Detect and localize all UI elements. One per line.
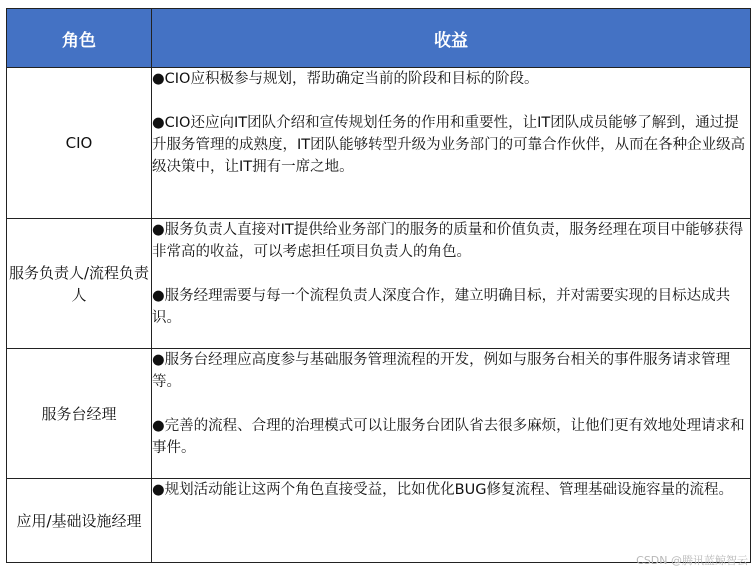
benefit-item: ●CIO还应向IT团队介绍和宣传规划任务的作用和重要性，让IT团队成员能够了解到，通过提升服务管理的成熟度，IT团队能够转型升级为业务部门的可靠合作伙伴，从而在各种企业级高级决策中，让IT拥有一席之地。: [152, 115, 746, 175]
table-row: [7, 68, 751, 219]
benefit-item: ●CIO应积极参与规划，帮助确定当前的阶段和目标的阶段。: [152, 71, 539, 87]
column-header-benefit: 收益: [152, 9, 751, 68]
benefit-item: ●服务负责人直接对IT提供给业务部门的服务的质量和价值负责，服务经理在项目中能够获得非常高的收益，可以考虑担任项目负责人的角色。: [152, 222, 744, 260]
benefit-item: ●服务经理需要与每一个流程负责人深度合作，建立明确目标，并对需要实现的目标达成共识。: [152, 288, 731, 326]
table-row: [7, 349, 751, 479]
column-header-role: 角色: [7, 9, 152, 68]
roles-benefits-table: [6, 8, 751, 563]
benefit-item: ●规划活动能让这两个角色直接受益，比如优化BUG修复流程、管理基础设施容量的流程。: [152, 482, 733, 498]
benefit-cell: [152, 219, 751, 349]
role-cell: CIO: [7, 68, 152, 219]
role-cell: 应用/基础设施经理: [7, 479, 152, 563]
role-cell: 服务台经理: [7, 349, 152, 479]
benefit-cell: [152, 349, 751, 479]
table-header-row: [7, 9, 751, 68]
benefit-cell: [152, 68, 751, 219]
role-cell: 服务负责人/流程负责人: [7, 219, 152, 349]
benefit-item: ●服务台经理应高度参与基础服务管理流程的开发，例如与服务台相关的事件服务请求管理等。: [152, 352, 731, 390]
table-row: [7, 479, 751, 563]
table-row: [7, 219, 751, 349]
benefit-cell: [152, 479, 751, 563]
watermark: CSDN @腾讯蓝鲸智云: [636, 554, 748, 567]
benefit-item: ●完善的流程、合理的治理模式可以让服务台团队省去很多麻烦，让他们更有效地处理请求和事件。: [152, 418, 745, 456]
